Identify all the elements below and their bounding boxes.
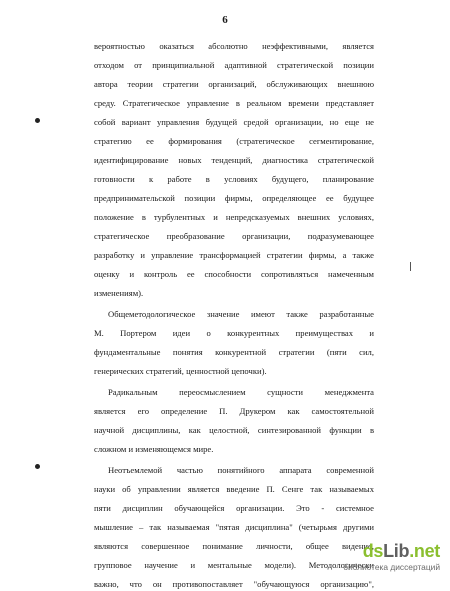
text-line: науки об управлении является введение П. Сенге так называемых [94, 484, 374, 494]
logo-tagline: библиотека диссертаций [343, 562, 440, 572]
text-line: предпринимательской позиции фирмы, определяющее ее будущее [94, 193, 374, 203]
text-line: готовности к работе в условиях будущего, планирование [94, 174, 374, 184]
text-line: положение в турбулентных и непредсказуемых внешних условиях, [94, 212, 374, 222]
text-line: Радикальным переосмыслением сущности менеджмента [108, 387, 374, 397]
text-line: Общеметодологическое значение имеют также разработанные [108, 309, 374, 319]
text-line: разработку и управление трансформацией стратегии фирмы, а также [94, 250, 374, 260]
text-line: среду. Стратегическое управление в реальном времени представляет [94, 98, 374, 108]
text-line: сложном и изменяющемся мире. [94, 444, 214, 454]
text-line: пяти дисциплин обучающейся организации. Это - системное [94, 503, 374, 513]
text-line: оценку и контроль ее способности сопротивляться намеченным [94, 269, 374, 279]
text-line: М. Портером идеи о конкурентных преимуществах и [94, 328, 374, 338]
margin-punch-mark [35, 464, 40, 469]
text-line: изменениям). [94, 288, 144, 298]
logo-ds: ds [362, 541, 384, 561]
logo-net: .net [409, 541, 440, 561]
page-number: 6 [222, 14, 228, 26]
text-line: является его определение П. Друкером как самостоятельной [94, 406, 374, 416]
text-line: стратегическое преобразование организации, подразумевающее [94, 231, 374, 241]
text-line: групповое научение и ментальные модели). Методологически [94, 560, 374, 570]
text-line: идентифицирование новых тенденций, диагностика стратегической [94, 155, 374, 165]
text-line: собой вариант управления будущей средой организации, но еще не [94, 117, 374, 127]
text-line: научной дисциплины, как целостной, синтезированной функции в [94, 425, 374, 435]
text-line: мышление – так называемая "пятая дисциплина" (четырьмя другими [94, 522, 374, 532]
text-line: стратегию ее формирования (стратегическое сегментирование, [94, 136, 374, 146]
text-line: автора теории стратегии организаций, обслуживающих внешнюю [94, 79, 374, 89]
text-line: фундаментальные понятия конкурентной стратегии (пяти сил, [94, 347, 374, 357]
logo-lib: Lib [383, 541, 410, 561]
dslib-logo [363, 541, 440, 561]
margin-punch-mark [35, 118, 40, 123]
text-line: генерических стратегий, ценностной цепочки). [94, 366, 267, 376]
text-line: являются совершенное понимание личности, общее видение, [94, 541, 374, 551]
text-line: отходом от принципиальной адаптивной стратегической позиции [94, 60, 374, 70]
text-line: важно, что он противопоставляет "обучающуюся организацию", [94, 579, 374, 589]
text-line: вероятностью оказаться абсолютно неэффективными, является [94, 41, 374, 51]
text-line: Неотъемлемой частью понятийного аппарата современной [108, 465, 374, 475]
margin-tick-mark [410, 262, 411, 271]
watermark-logo [322, 541, 440, 575]
